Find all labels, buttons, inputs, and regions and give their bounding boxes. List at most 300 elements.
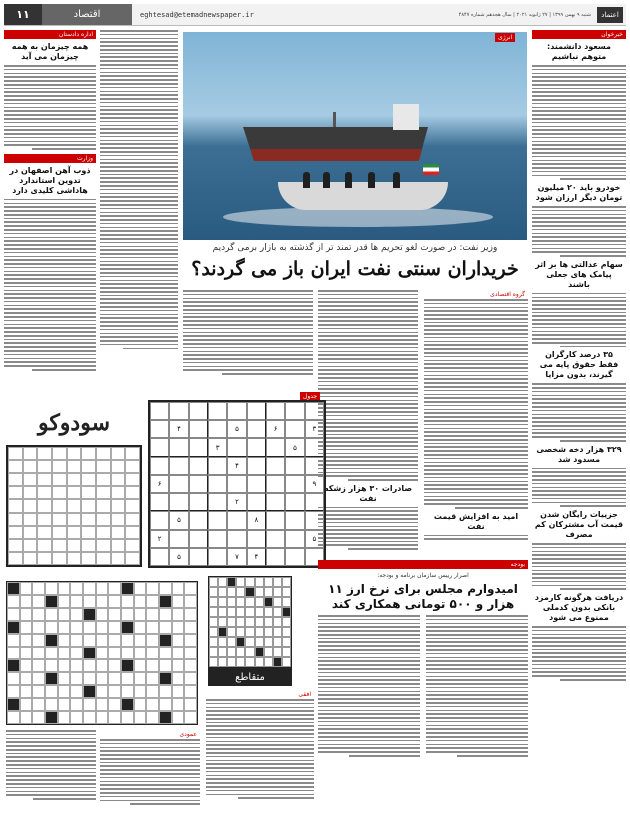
crossword-cell <box>146 608 159 621</box>
sudoku-blank-cell <box>23 486 38 499</box>
crossword-cell <box>58 647 71 660</box>
crossword-cell <box>20 698 33 711</box>
crossword-cell <box>255 627 264 637</box>
crossword-cell <box>108 608 121 621</box>
lead-tag: انرژی <box>495 33 515 42</box>
crossword-cell <box>236 647 245 657</box>
crossword-cell <box>20 608 33 621</box>
sudoku-blank-cell <box>52 539 67 552</box>
sudoku-blank-cell <box>52 552 67 565</box>
masthead <box>4 4 626 26</box>
crossword-cell <box>159 608 172 621</box>
sudoku-blank-cell <box>81 473 96 486</box>
crossword-cell <box>172 582 185 595</box>
crossword-cell <box>273 617 282 627</box>
sudoku-blank-cell <box>96 513 111 526</box>
crossword-cell <box>83 582 96 595</box>
crossword-cell <box>146 621 159 634</box>
sudoku-cell <box>266 530 285 548</box>
sudoku-blank-cell <box>67 473 82 486</box>
crossword-cell <box>83 595 96 608</box>
sudoku-cell <box>227 475 246 493</box>
sudoku-grid <box>148 400 326 568</box>
sudoku-blank-cell <box>8 513 23 526</box>
sudoku-cell: ۵ <box>169 511 188 529</box>
brief-headline-4: ۳۵ درصد کارگران فقط حقوق پایه می گیرند، بدون مزایا <box>539 350 619 380</box>
sudoku-blank-cell <box>37 526 52 539</box>
crossword-cell <box>108 711 121 724</box>
crossword-cell <box>70 685 83 698</box>
sudoku-blank-cell <box>23 552 38 565</box>
crossword-cell <box>209 577 218 587</box>
crossword-cell <box>255 617 264 627</box>
crossword-cell <box>134 711 147 724</box>
crossword-cell <box>264 657 273 667</box>
sudoku-blank-cell <box>52 447 67 460</box>
crossword-cell <box>32 634 45 647</box>
crossword-cell <box>184 595 197 608</box>
sudoku-cell <box>150 493 169 511</box>
crossword-cell <box>218 597 227 607</box>
sudoku-cell <box>169 402 188 420</box>
crossword-cell <box>172 672 185 685</box>
crossword-cell <box>184 608 197 621</box>
dateline: شنبه ۹ بهمن ۱۳۹۹ | ۲۷ ژانویه ۲۰۲۱ | سال هجدهم شماره ۴۸۴۷ <box>458 11 591 18</box>
sudoku-blank-cell <box>125 499 140 512</box>
crossword-cell <box>58 608 71 621</box>
crossword-cell <box>32 647 45 660</box>
crossword-cell <box>45 608 58 621</box>
crossword-cell <box>45 711 58 724</box>
section-title: اقتصاد <box>42 4 132 25</box>
crossword-cell <box>172 698 185 711</box>
crossword-cell <box>227 587 236 597</box>
crossword-cell <box>227 627 236 637</box>
sudoku-cell <box>266 511 285 529</box>
crossword-title: متقاطع <box>208 668 292 686</box>
sudoku-blank-cell <box>81 513 96 526</box>
crew-member <box>393 172 400 188</box>
clues-horizontal-label: افقی <box>298 691 311 698</box>
crossword-cell <box>227 597 236 607</box>
brief-headline-5: ۳۲۹ هزار دخه شخصی مسدود شد <box>536 444 622 464</box>
crossword-cell <box>108 659 121 672</box>
sudoku-cell <box>285 420 304 438</box>
sudoku-blank-cell <box>23 526 38 539</box>
crossword-cell <box>70 711 83 724</box>
crossword-clues-vertical <box>100 730 200 816</box>
lead-kicker: وزیر نفت: در صورت لغو تحریم ها قدر تمند تر از گذشته به بازار برمی گردیم <box>212 243 498 253</box>
sudoku-blank-cell <box>37 473 52 486</box>
sudoku-cell <box>189 511 208 529</box>
sudoku-cell <box>208 420 227 438</box>
crossword-cell <box>20 685 33 698</box>
sudoku-blank-cell <box>67 526 82 539</box>
crossword-cell <box>32 595 45 608</box>
sudoku-blank-cell <box>81 486 96 499</box>
sudoku-cell <box>189 493 208 511</box>
sudoku-cell <box>227 530 246 548</box>
boat-wake <box>223 207 493 227</box>
sudoku-cell <box>169 493 188 511</box>
sudoku-cell <box>227 402 246 420</box>
crossword-cell <box>172 595 185 608</box>
sudoku-cell <box>227 438 246 456</box>
crossword-cell <box>7 672 20 685</box>
left-headline-2: ذوب آهن اصفهان در تدوین استاندارد هاداشی کلیدی دارد <box>9 165 91 195</box>
crossword-cell <box>236 627 245 637</box>
crossword-cell <box>96 647 109 660</box>
sudoku-cell <box>208 475 227 493</box>
crossword-cell <box>70 634 83 647</box>
sudoku-cell <box>150 438 169 456</box>
crossword-cell <box>236 617 245 627</box>
sudoku-blank-cell <box>96 526 111 539</box>
crossword-cell <box>264 607 273 617</box>
sudoku-blank-cell <box>96 473 111 486</box>
crossword-cell <box>70 659 83 672</box>
crossword-cell <box>159 659 172 672</box>
sudoku-blank-cell <box>37 539 52 552</box>
crossword-cell <box>282 627 291 637</box>
crossword-cell <box>255 657 264 667</box>
clues-vertical-label: عمودی <box>179 731 197 738</box>
sudoku-blank-cell <box>96 447 111 460</box>
crossword-cell <box>264 597 273 607</box>
sudoku-cell <box>247 420 266 438</box>
sudoku-cell <box>189 548 208 566</box>
crossword-cell <box>20 621 33 634</box>
crossword-cell <box>58 698 71 711</box>
crossword-cell <box>45 582 58 595</box>
sudoku-blank-cell <box>23 539 38 552</box>
crossword-cell <box>96 672 109 685</box>
sudoku-cell <box>285 457 304 475</box>
crossword-cell <box>227 647 236 657</box>
crossword-cell <box>121 698 134 711</box>
lead-headline: خریداران سنتی نفت ایران باز می گردند؟ <box>191 258 519 280</box>
crossword-cell <box>58 582 71 595</box>
crossword-cell <box>83 634 96 647</box>
sudoku-cell: ۵ <box>305 530 324 548</box>
crossword-cell <box>184 698 197 711</box>
sudoku-blank-cell <box>37 552 52 565</box>
section-email: eghtesad@etemadnewspaper.ir <box>140 10 254 19</box>
sudoku-cell <box>247 493 266 511</box>
crossword-cell <box>7 582 20 595</box>
crossword-cell <box>236 597 245 607</box>
crossword-cell <box>83 711 96 724</box>
crossword-cell <box>7 711 20 724</box>
crossword-cell <box>7 685 20 698</box>
crossword-cell <box>134 672 147 685</box>
crossword-cell <box>264 617 273 627</box>
crossword-cell <box>121 634 134 647</box>
crossword-cell <box>218 637 227 647</box>
crew-member <box>303 172 310 188</box>
crossword-cell <box>218 647 227 657</box>
crossword-cell <box>172 608 185 621</box>
crossword-cell <box>121 672 134 685</box>
news-brief-column <box>532 30 626 816</box>
crossword-cell <box>134 634 147 647</box>
crossword-cell <box>273 607 282 617</box>
sudoku-blank-cell <box>111 539 126 552</box>
crossword-cell <box>134 582 147 595</box>
sudoku-cell: ۴ <box>169 420 188 438</box>
brief-headline-7: دریافت هرگونه کارمزد بانکی بدون کدملی ممنوع می شود <box>534 593 624 622</box>
crossword-cell <box>20 647 33 660</box>
crossword-cell <box>209 657 218 667</box>
crossword-cell <box>255 607 264 617</box>
sudoku-blank-cell <box>125 552 140 565</box>
crossword-cell <box>58 711 71 724</box>
sudoku-blank-cell <box>37 460 52 473</box>
crossword-cell <box>96 685 109 698</box>
crossword-cell <box>32 672 45 685</box>
sudoku-blank-cell <box>125 473 140 486</box>
crossword-cell <box>273 627 282 637</box>
crossword-cell <box>32 621 45 634</box>
crossword-small-grid <box>208 576 292 668</box>
sudoku-blank-cell <box>67 460 82 473</box>
crossword-cell <box>218 627 227 637</box>
crossword-cell <box>209 587 218 597</box>
sudoku-cell: ۵ <box>169 548 188 566</box>
crossword-cell <box>218 657 227 667</box>
crossword-big-grid <box>6 581 198 725</box>
crossword-cell <box>7 608 20 621</box>
crossword-cell <box>20 672 33 685</box>
left-label-2: وزارت <box>4 154 96 163</box>
crossword-cell <box>159 634 172 647</box>
sudoku-blank-cell <box>81 499 96 512</box>
crossword-cell <box>209 597 218 607</box>
crossword-cell <box>134 685 147 698</box>
crossword-cell <box>45 659 58 672</box>
budget-kicker: اصرار رییس سازمان برنامه و بودجه: <box>377 572 469 579</box>
crossword-cell <box>121 711 134 724</box>
sudoku-cell <box>285 493 304 511</box>
crossword-cell <box>108 621 121 634</box>
sudoku-cell <box>266 548 285 566</box>
sudoku-blank-cell <box>8 499 23 512</box>
sudoku-blank-cell <box>52 460 67 473</box>
crossword-cell <box>172 659 185 672</box>
sudoku-cell: ۲ <box>150 530 169 548</box>
sudoku-cell: ۹ <box>305 475 324 493</box>
tanker-hull <box>243 127 428 161</box>
lead-byline: گروه اقتصادی <box>490 291 525 298</box>
sudoku-cell <box>208 530 227 548</box>
sudoku-cell: ۷ <box>227 548 246 566</box>
sudoku-cell <box>285 530 304 548</box>
crossword-cell <box>184 634 197 647</box>
crossword-cell <box>45 647 58 660</box>
sudoku-blank-cell <box>111 552 126 565</box>
crossword-cell <box>7 647 20 660</box>
sudoku-blank-cell <box>81 539 96 552</box>
sudoku-cell: ۲ <box>227 493 246 511</box>
crossword-cell <box>83 608 96 621</box>
brief-headline-3: سهام عدالتی ها بر اثر پیامک های جعلی باشند <box>535 259 623 289</box>
sudoku-grid-blank <box>6 445 142 567</box>
sudoku-cell <box>208 548 227 566</box>
crew-member <box>368 172 375 188</box>
crossword-cell <box>227 617 236 627</box>
crossword-cell <box>32 659 45 672</box>
crossword-cell <box>7 621 20 634</box>
sudoku-cell <box>247 457 266 475</box>
crossword-cell <box>121 621 134 634</box>
news-brief-label: خبرخوان <box>532 30 626 39</box>
sudoku-blank-cell <box>125 460 140 473</box>
left-column <box>4 30 96 400</box>
crossword-cell <box>218 607 227 617</box>
crossword-cell <box>146 595 159 608</box>
crossword-cell <box>108 672 121 685</box>
sudoku-cell <box>247 438 266 456</box>
crossword-cell <box>45 634 58 647</box>
sudoku-cell <box>150 511 169 529</box>
sudoku-blank-cell <box>67 486 82 499</box>
brief-body-6 <box>532 543 626 590</box>
sudoku-cell <box>266 475 285 493</box>
crossword-cell <box>121 582 134 595</box>
sudoku-blank-cell <box>8 552 23 565</box>
crossword-cell <box>255 587 264 597</box>
sudoku-blank-cell <box>125 447 140 460</box>
crossword-clues-horizontal <box>206 690 314 816</box>
sudoku-cell <box>266 457 285 475</box>
crossword-cell <box>121 595 134 608</box>
crossword-cell <box>273 637 282 647</box>
crossword-cell <box>96 659 109 672</box>
sudoku-blank-cell <box>111 447 126 460</box>
sudoku-cell <box>305 402 324 420</box>
sudoku-blank-cell <box>81 447 96 460</box>
sudoku-cell <box>208 511 227 529</box>
crossword-cell <box>70 608 83 621</box>
crossword-cell <box>58 659 71 672</box>
budget-label: بودجه <box>318 560 528 569</box>
crossword-cell <box>159 595 172 608</box>
crossword-cell <box>121 685 134 698</box>
sudoku-title: سودوکو <box>37 410 111 436</box>
lead-text-col-2 <box>318 290 418 552</box>
sudoku-blank-cell <box>8 447 23 460</box>
sudoku-blank-cell <box>23 473 38 486</box>
brief-body-4 <box>532 383 626 441</box>
lead-photo <box>183 32 527 240</box>
sudoku-cell <box>169 530 188 548</box>
crossword-cell <box>96 595 109 608</box>
sudoku-blank-cell <box>96 552 111 565</box>
crossword-cell <box>282 637 291 647</box>
crossword-cell <box>32 698 45 711</box>
crossword-cell <box>20 711 33 724</box>
crossword-cell <box>83 647 96 660</box>
sudoku-cell: ۵ <box>285 438 304 456</box>
sudoku-cell <box>208 457 227 475</box>
crossword-cell <box>134 647 147 660</box>
page-number: ۱۱ <box>4 4 42 25</box>
crossword-cell <box>245 637 254 647</box>
crossword-cell <box>20 634 33 647</box>
crossword-cell <box>209 607 218 617</box>
crossword-cell <box>108 595 121 608</box>
crossword-cell <box>58 634 71 647</box>
crossword-cell <box>159 672 172 685</box>
crew-member <box>323 172 330 188</box>
crossword-cell <box>273 647 282 657</box>
crossword-cell <box>121 608 134 621</box>
brief-headline-2: خودرو باید ۲۰ میلیون تومان دیگر ارزان شود <box>535 183 623 203</box>
sudoku-cell <box>285 511 304 529</box>
sudoku-cell <box>150 402 169 420</box>
sudoku-cell <box>305 493 324 511</box>
crossword-cell <box>7 659 20 672</box>
sudoku-blank-cell <box>96 486 111 499</box>
crossword-cell <box>282 617 291 627</box>
crossword-cell <box>146 659 159 672</box>
crossword-cell <box>58 595 71 608</box>
sudoku-cell <box>285 475 304 493</box>
crossword-cell <box>96 582 109 595</box>
sudoku-cell <box>266 493 285 511</box>
crossword-cell <box>209 617 218 627</box>
sudoku-blank-cell <box>81 460 96 473</box>
crossword-cell <box>45 595 58 608</box>
tanker-mast <box>333 112 336 128</box>
sudoku-cell <box>169 475 188 493</box>
sudoku-blank-cell <box>111 460 126 473</box>
sudoku-cell <box>189 402 208 420</box>
crossword-cell <box>83 698 96 711</box>
crossword-cell <box>273 577 282 587</box>
left-label-1: اداره دادستان <box>4 30 96 39</box>
crossword-cell <box>264 637 273 647</box>
sudoku-blank-cell <box>23 460 38 473</box>
crossword-cell <box>108 685 121 698</box>
left-headline-1: همه چیزمان به همه چیزمان می آید <box>11 42 89 61</box>
sudoku-blank-cell <box>8 526 23 539</box>
sudoku-blank-cell <box>52 499 67 512</box>
crossword-cell <box>146 647 159 660</box>
sudoku-blank-cell <box>23 513 38 526</box>
sudoku-cell: ۵ <box>227 420 246 438</box>
sudoku-cell <box>208 493 227 511</box>
crossword-cell <box>146 672 159 685</box>
crossword-cell <box>83 672 96 685</box>
crossword-cell <box>70 647 83 660</box>
crossword-cell <box>20 659 33 672</box>
sudoku-cell <box>189 475 208 493</box>
crossword-cell <box>121 659 134 672</box>
sudoku-cell <box>189 438 208 456</box>
crossword-cell <box>209 637 218 647</box>
crossword-cell <box>134 621 147 634</box>
sudoku-cell <box>169 438 188 456</box>
crossword-cell <box>159 711 172 724</box>
crossword-cell <box>184 711 197 724</box>
crossword-clues-extra <box>6 730 96 816</box>
crossword-cell <box>236 587 245 597</box>
crossword-cell <box>172 685 185 698</box>
sudoku-blank-cell <box>67 447 82 460</box>
sudoku-cell: ۸ <box>247 511 266 529</box>
crossword-cell <box>218 577 227 587</box>
